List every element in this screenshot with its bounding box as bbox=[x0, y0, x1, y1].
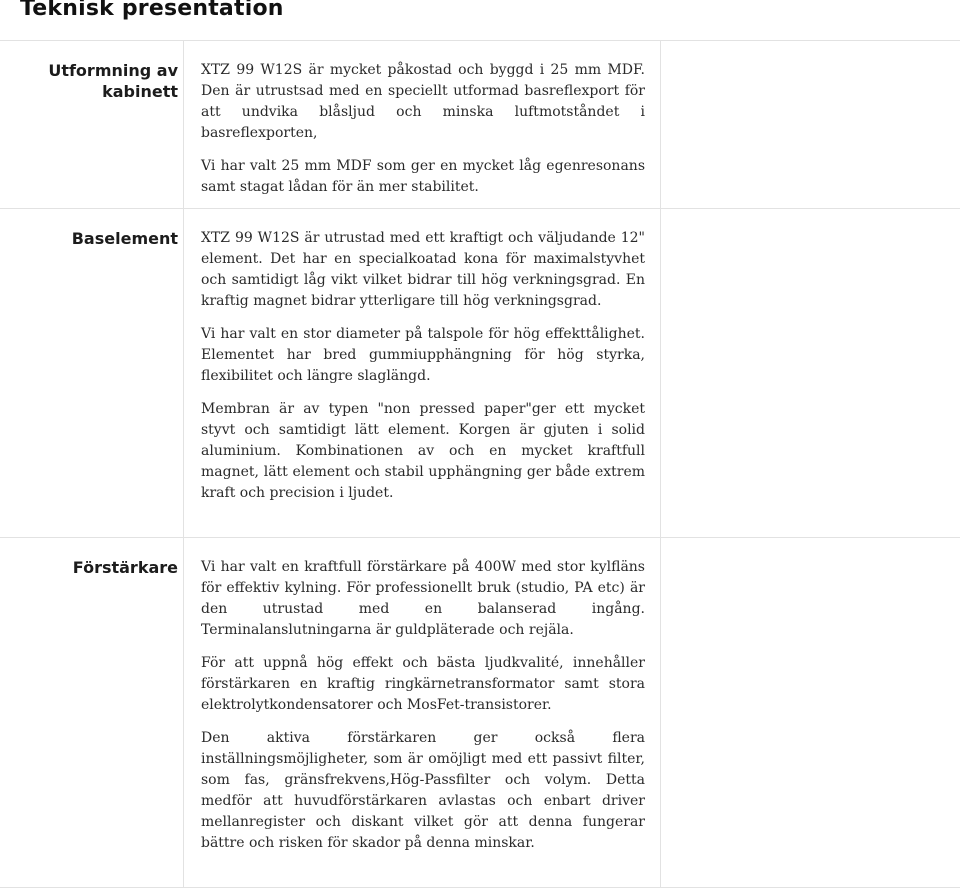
section-label-amplifier: Förstärkare bbox=[72, 558, 178, 577]
column-divider-2 bbox=[183, 208, 184, 537]
divider-section-1 bbox=[0, 208, 960, 209]
paragraph: Membran är av typen "non pressed paper"ger ett mycket styvt och samtidigt lätt element. Korgen är gjuten i solid aluminium. Kombinationen av och en mycket kraftfull magnet, lätt element och stabil upphängning ger både extrem kraft och precision i ljudet. bbox=[201, 401, 645, 501]
page-title: Teknisk presentation bbox=[20, 0, 284, 21]
divider-top bbox=[0, 40, 960, 41]
section-content-bass-element bbox=[201, 228, 645, 504]
section-content-cabinet bbox=[201, 60, 645, 198]
column-divider-2-right bbox=[660, 208, 661, 537]
paragraph: Vi har valt en stor diameter på talspole för hög effekttålighet. Elementet har bred gummiupphängning för hög styrka, flexibilitet och längre slaglängd. bbox=[201, 326, 645, 384]
paragraph: Vi har valt 25 mm MDF som ger en mycket låg egenresonans samt stagat lådan för än mer stabilitet. bbox=[201, 158, 645, 195]
paragraph: För att uppnå hög effekt och bästa ljudkvalité, innehåller förstärkaren en kraftig ringkärnetransformator samt stora elektrolytkondensatorer och MosFet-transistorer. bbox=[201, 655, 645, 713]
paragraph: XTZ 99 W12S är mycket påkostad och byggd i 25 mm MDF. Den är utrustsad med en speciellt utformad basreflexport för att undvika blåsljud och minska luftmotståndet i basreflexporten, bbox=[201, 62, 645, 141]
column-divider-3 bbox=[183, 537, 184, 887]
paragraph: Den aktiva förstärkaren ger också flera inställningsmöjligheter, som är omöjligt med ett passivt filter, som fas, gränsfrekvens,Hög-Passfilter och volym. Detta medför att huvudförstärkaren avlastas och enbart driver mellanregister och diskant vilket gör att denna fungerar bättre och risken för skador på denna minskar. bbox=[201, 730, 645, 851]
paragraph: Vi har valt en kraftfull förstärkare på 400W med stor kylfläns för effektiv kylning. För professionellt bruk (studio, PA etc) är den utrustad med en balanserad ingång. Terminalanslutningarna är guldpläterade och rejäla. bbox=[201, 559, 645, 638]
divider-section-2 bbox=[0, 537, 960, 538]
column-divider-3-right bbox=[660, 537, 661, 887]
section-label-bass-element: Baselement bbox=[71, 229, 178, 248]
divider-bottom bbox=[0, 887, 960, 888]
section-label-cabinet: Utformning av kabinett bbox=[48, 61, 178, 101]
section-content-amplifier bbox=[201, 557, 645, 854]
paragraph: XTZ 99 W12S är utrustad med ett kraftigt och väljudande 12" element. Det har en specialkoatad kona för maximalstyvhet och samtidigt låg vikt vilket bidrar till hög verkningsgrad. En kraftig magnet bidrar ytterligare till hög verkningsgrad. bbox=[201, 230, 645, 309]
column-divider-1-right bbox=[660, 40, 661, 208]
column-divider-1 bbox=[183, 40, 184, 208]
